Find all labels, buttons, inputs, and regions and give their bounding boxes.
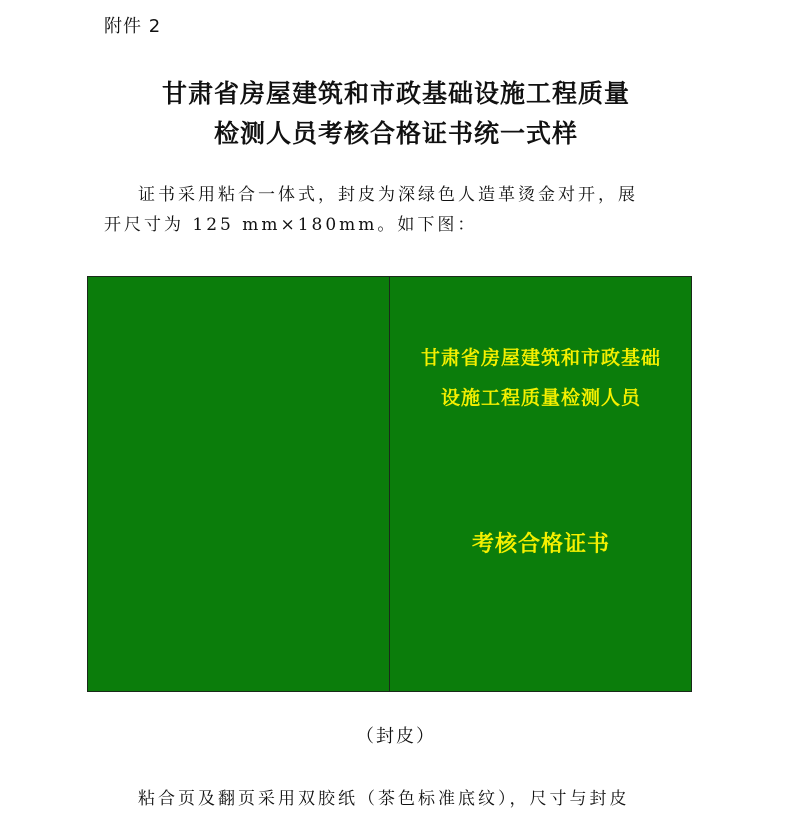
cover-title-line-2: 设施工程质量检测人员	[440, 387, 641, 409]
cover-certificate-title: 考核合格证书	[471, 532, 610, 557]
document-title-line-2: 检测人员考核合格证书统一式样	[213, 119, 578, 148]
intro-line-2: 开尺寸为 125 mm×180mm。如下图：	[104, 215, 478, 235]
cover-title-line-1: 甘肃省房屋建筑和市政基础	[420, 347, 661, 369]
attachment-label: 附件 2	[104, 16, 162, 37]
cover-spine-divider	[389, 277, 390, 691]
bottom-paragraph	[104, 784, 694, 814]
intro-paragraph	[104, 180, 694, 240]
intro-line-1: 证书采用粘合一体式，封皮为深绿色人造革烫金对开，展	[138, 185, 638, 205]
cover-caption: （封皮）	[356, 726, 436, 747]
certificate-cover-image	[87, 276, 692, 692]
document-title-line-1: 甘肃省房屋建筑和市政基础设施工程质量	[161, 79, 630, 108]
bottom-line-1: 粘合页及翻页采用双胶纸（茶色标准底纹），尺寸与封皮	[138, 789, 630, 809]
